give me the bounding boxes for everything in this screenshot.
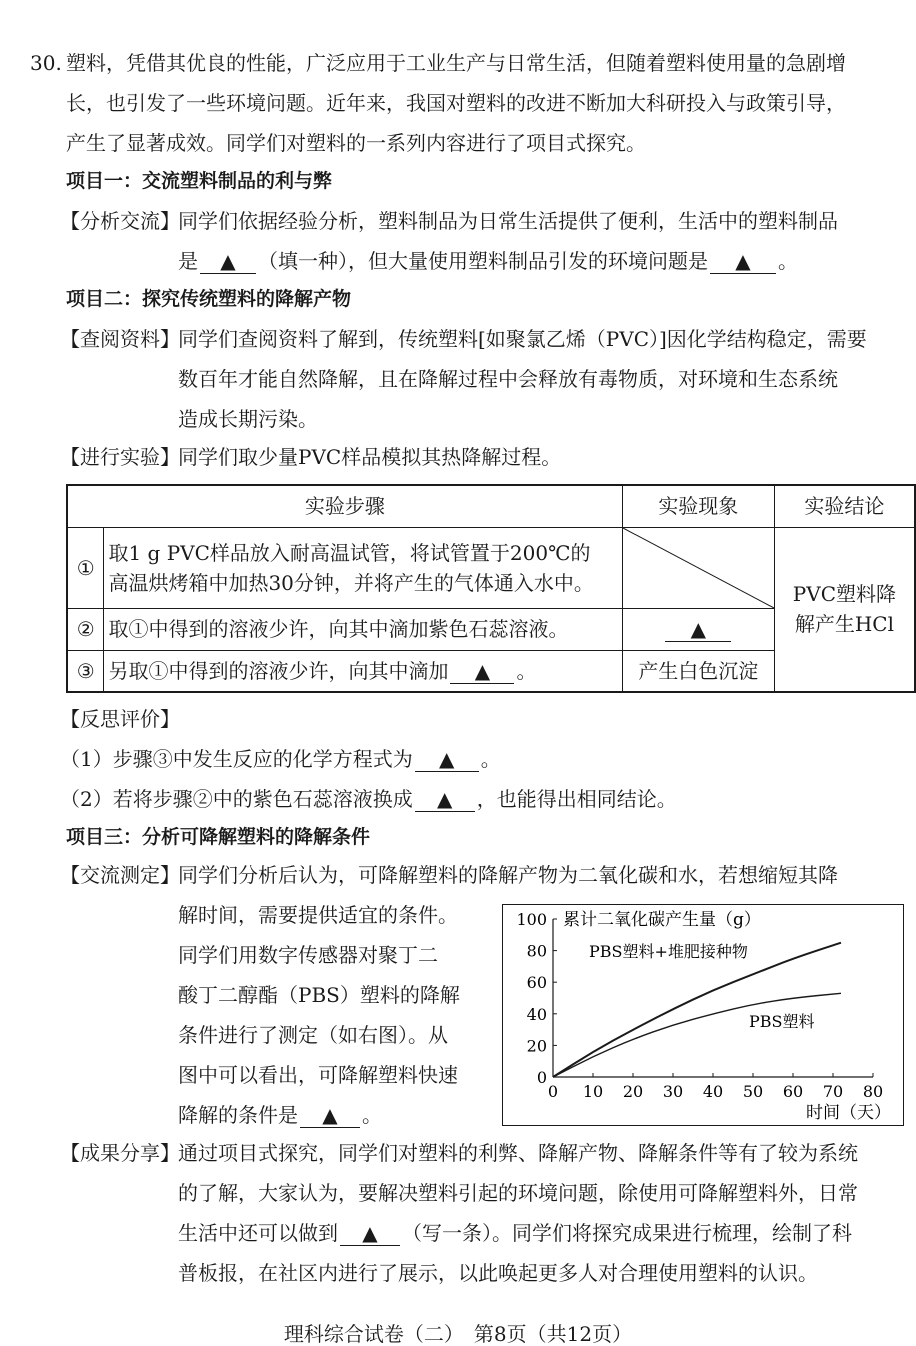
answer-blank-1[interactable]: ▲ [200,249,256,274]
project2-ref-line-2: 数百年才能自然降解，且在降解过程中会释放有毒物质，对环境和生态系统 [178,367,838,391]
project3-tag: 【交流测定】 [60,863,180,887]
x-tick-label: 0 [547,1082,559,1101]
answer-blank-2[interactable]: ▲ [710,249,776,274]
y-tick-label: 40 [526,1004,547,1024]
row1-step [104,527,622,608]
answer-blank-5[interactable]: ▲ [415,747,479,772]
project2-ref-line-3: 造成长期污染。 [178,407,318,431]
experiment-table [66,484,916,693]
answer-blank-6[interactable]: ▲ [415,787,475,812]
chart-x-label: 时间（天） [806,1103,891,1123]
project3-body-1: 解时间，需要提供适宜的条件。 [178,903,458,927]
row2-step: 取①中得到的溶液少许，向其中滴加紫色石蕊溶液。 [104,608,622,650]
project3-body-5: 图中可以看出，可降解塑料快速 [178,1063,458,1087]
reflect-q1 [60,744,501,774]
sharing-line-4: 普板报，在社区内进行了展示，以此唤起更多人对合理使用塑料的认识。 [178,1261,818,1285]
project3-heading: 项目三：分析可降解塑料的降解条件 [66,826,371,848]
y-tick-label: 80 [526,941,547,961]
table-row [67,527,915,608]
page-footer: 理科综合试卷（二） 第8页（共12页） [283,1322,633,1346]
diagonal-line [623,528,774,608]
sharing-line-1: 通过项目式探究，同学们对塑料的利弊、降解产物、降解条件等有了较为系统 [178,1141,858,1165]
header-conclusion: 实验结论 [774,485,915,527]
chart-series [553,943,841,1077]
sharing-tag: 【成果分享】 [60,1141,180,1165]
intro-line-3: 产生了显著成效。同学们对塑料的一系列内容进行了项目式探究。 [66,131,646,155]
series-line-1 [553,943,841,1077]
series-label-compost: PBS塑料+堆肥接种物 [589,942,748,961]
project3-body-2: 同学们用数字传感器对聚丁二 [178,943,438,967]
row2-phenomenon [622,608,774,650]
reflect-q2-a: （2）若将步骤②中的紫色石蕊溶液换成 [60,787,413,811]
row1-step-line-1: 取1 g PVC样品放入耐高温试管，将试管置于200℃的 [108,540,591,565]
x-tick-label: 70 [822,1082,844,1101]
reflect-tag: 【反思评价】 [60,707,180,731]
question-number: 30. [30,51,62,75]
row-number: ② [67,608,104,650]
x-tick-label: 50 [742,1082,764,1101]
project3-last [178,1100,382,1130]
project3-last-a: 降解的条件是 [178,1103,298,1127]
y-tick-label: 20 [526,1036,547,1056]
project3-last-b: 。 [362,1103,382,1127]
sharing-line-2: 的了解，大家认为，要解决塑料引起的环境问题，除使用可降解塑料外，日常 [178,1181,858,1205]
x-tick-label: 30 [662,1082,684,1101]
project1-line1: 同学们依据经验分析，塑料制品为日常生活提供了便利，生活中的塑料制品 [178,209,838,233]
x-tick-label: 60 [782,1082,804,1101]
project2-heading: 项目二：探究传统塑料的降解产物 [66,288,352,310]
conclusion-line-1: PVC塑料降 [792,582,896,607]
intro-line-2: 长，也引发了一些环境问题。近年来，我国对塑料的改进不断加大科研投入与政策引导， [66,91,846,115]
co2-chart [502,904,904,1126]
x-tick-label: 10 [582,1082,604,1101]
project2-ref-line-1: 同学们查阅资料了解到，传统塑料[如聚氯乙烯（PVC）]因化学结构稳定，需要 [178,327,867,351]
project1-line2-b: （填一种），但大量使用塑料制品引发的环境问题是 [258,249,708,273]
row3-step-a: 另取①中得到的溶液少许，向其中滴加 [108,658,449,683]
chart-y-label: 累计二氧化碳产生量（g） [563,910,761,930]
reflect-q1-a: （1）步骤③中发生反应的化学方程式为 [60,747,413,771]
header-step: 实验步骤 [67,485,622,527]
series-line-2 [553,993,841,1077]
sharing-line-3 [178,1218,852,1248]
conclusion-line-2: 解产生HCl [794,612,894,637]
reflect-q2-b: ，也能得出相同结论。 [476,787,677,811]
row-number: ③ [67,650,104,692]
conclusion-cell [774,527,915,692]
project1-line2-a: 是 [178,249,198,273]
project2-exp-tag: 【进行实验】 [60,445,180,469]
x-tick-label: 80 [862,1082,884,1101]
row-number: ① [67,527,104,608]
header-phenomenon: 实验现象 [622,485,774,527]
row3-step [104,650,622,692]
reflect-q1-b: 。 [480,747,501,771]
y-tick-label: 60 [526,973,547,993]
answer-blank-4[interactable]: ▲ [450,659,514,684]
chart-ticks [516,910,883,1101]
answer-blank-7[interactable]: ▲ [300,1103,360,1128]
y-tick-label: 100 [516,910,547,929]
project3-body-3: 酸丁二醇酯（PBS）塑料的降解 [178,983,460,1007]
sharing-line-3-b: （写一条）。同学们将探究成果进行梳理，绘制了科 [402,1221,852,1245]
project1-tag: 【分析交流】 [60,209,180,233]
project2-ref-tag: 【查阅资料】 [60,327,180,351]
x-tick-label: 20 [622,1082,644,1101]
row1-phenomenon-slash [622,527,774,608]
project1-line2 [178,246,798,276]
project2-exp-intro: 同学们取少量PVC样品模拟其热降解过程。 [178,445,562,469]
y-tick-label: 0 [536,1068,547,1087]
row1-step-line-2: 高温烘烤箱中加热30分钟，并将产生的气体通入水中。 [108,570,594,595]
intro-line-1: 塑料，凭借其优良的性能，广泛应用于工业生产与日常生活，但随着塑料使用量的急剧增 [66,51,846,75]
x-tick-label: 40 [702,1082,724,1101]
row3-step-b: 。 [516,658,537,683]
project1-line2-c: 。 [778,249,798,273]
row3-phenomenon: 产生白色沉淀 [622,650,774,692]
sharing-line-3-a: 生活中还可以做到 [178,1221,338,1245]
project1-heading: 项目一：交流塑料制品的利与弊 [66,170,333,192]
series-label-pbs: PBS塑料 [749,1012,815,1031]
reflect-q2 [60,784,677,814]
project3-line1: 同学们分析后认为，可降解塑料的降解产物为二氧化碳和水，若想缩短其降 [178,863,838,887]
answer-blank-3[interactable]: ▲ [665,617,731,642]
answer-blank-8[interactable]: ▲ [340,1221,400,1246]
project3-body-4: 条件进行了测定（如右图）。从 [178,1023,448,1047]
